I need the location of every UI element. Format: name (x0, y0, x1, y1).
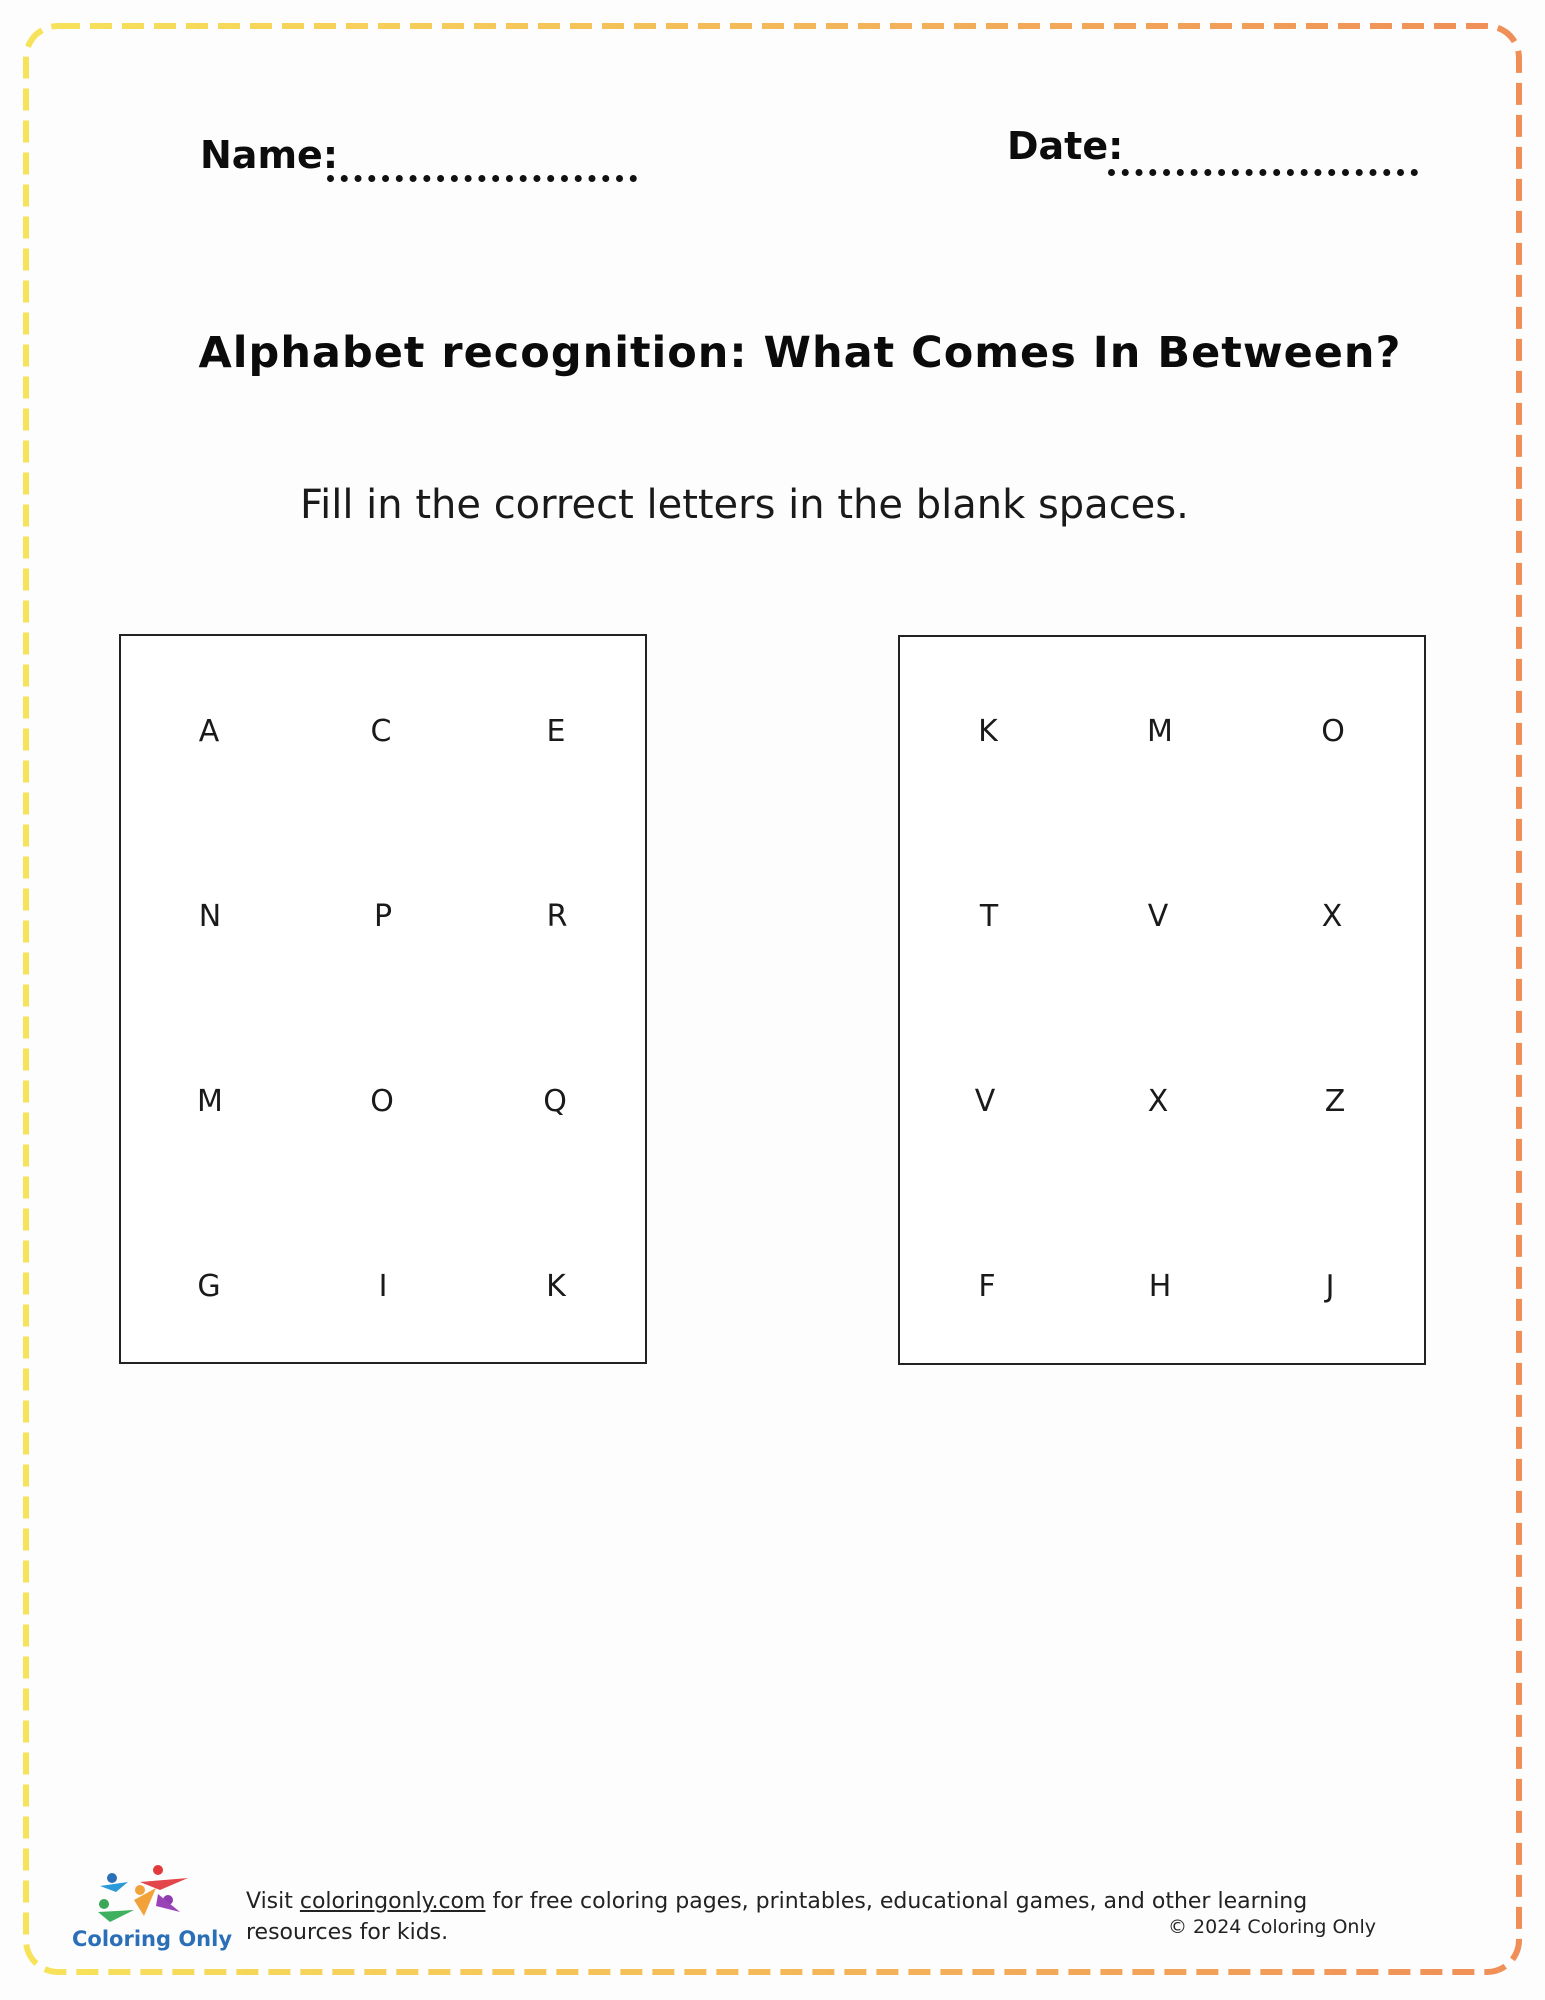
name-label: Name: (200, 133, 339, 177)
letter-cell: O (370, 1084, 394, 1119)
logo-text: Coloring Only (72, 1927, 233, 1951)
letter-cell: X (1147, 1084, 1169, 1119)
letter-cell: J (1325, 1269, 1335, 1304)
letter-cell: Q (543, 1084, 567, 1119)
date-label: Date: (1007, 124, 1124, 168)
letter-box-right (898, 635, 1426, 1365)
letter-cell: X (1321, 899, 1343, 934)
letter-cell: E (546, 714, 566, 749)
letter-cell: F (978, 1269, 996, 1304)
letter-cell: H (1148, 1269, 1172, 1304)
letter-cell: C (370, 714, 392, 749)
worksheet-title: Alphabet recognition: What Comes In Between? (198, 328, 1402, 378)
letter-cell: K (978, 714, 998, 749)
letter-cell: N (198, 899, 222, 934)
letter-cell: V (1147, 899, 1169, 934)
letter-cell: T (979, 899, 999, 934)
letter-cell: R (546, 899, 568, 934)
footer-visit-prefix: Visit (246, 1889, 300, 1914)
letter-cell: P (373, 899, 393, 934)
letter-cell: K (546, 1269, 566, 1304)
letter-cell: Z (1324, 1084, 1346, 1119)
footer-visit-suffix: for free coloring pages, printables, educational games, and other learning resources for kids. (246, 1889, 1308, 1945)
copyright-text: © 2024 Coloring Only (1168, 1916, 1376, 1938)
worksheet-instruction: Fill in the correct letters in the blank spaces. (300, 482, 1189, 528)
letter-box-left (119, 634, 647, 1364)
letter-cell: O (1321, 714, 1345, 749)
letter-cell: M (197, 1084, 223, 1119)
letter-cell: M (1147, 714, 1173, 749)
date-fill-line[interactable] (1108, 169, 1418, 176)
letter-cell: G (197, 1269, 221, 1304)
coloringonly-link[interactable]: coloringonly.com (299, 1889, 486, 1914)
name-fill-line[interactable] (327, 175, 637, 182)
letter-cell: I (378, 1269, 388, 1304)
letter-cell: A (198, 714, 220, 749)
letter-cell: V (974, 1084, 996, 1119)
